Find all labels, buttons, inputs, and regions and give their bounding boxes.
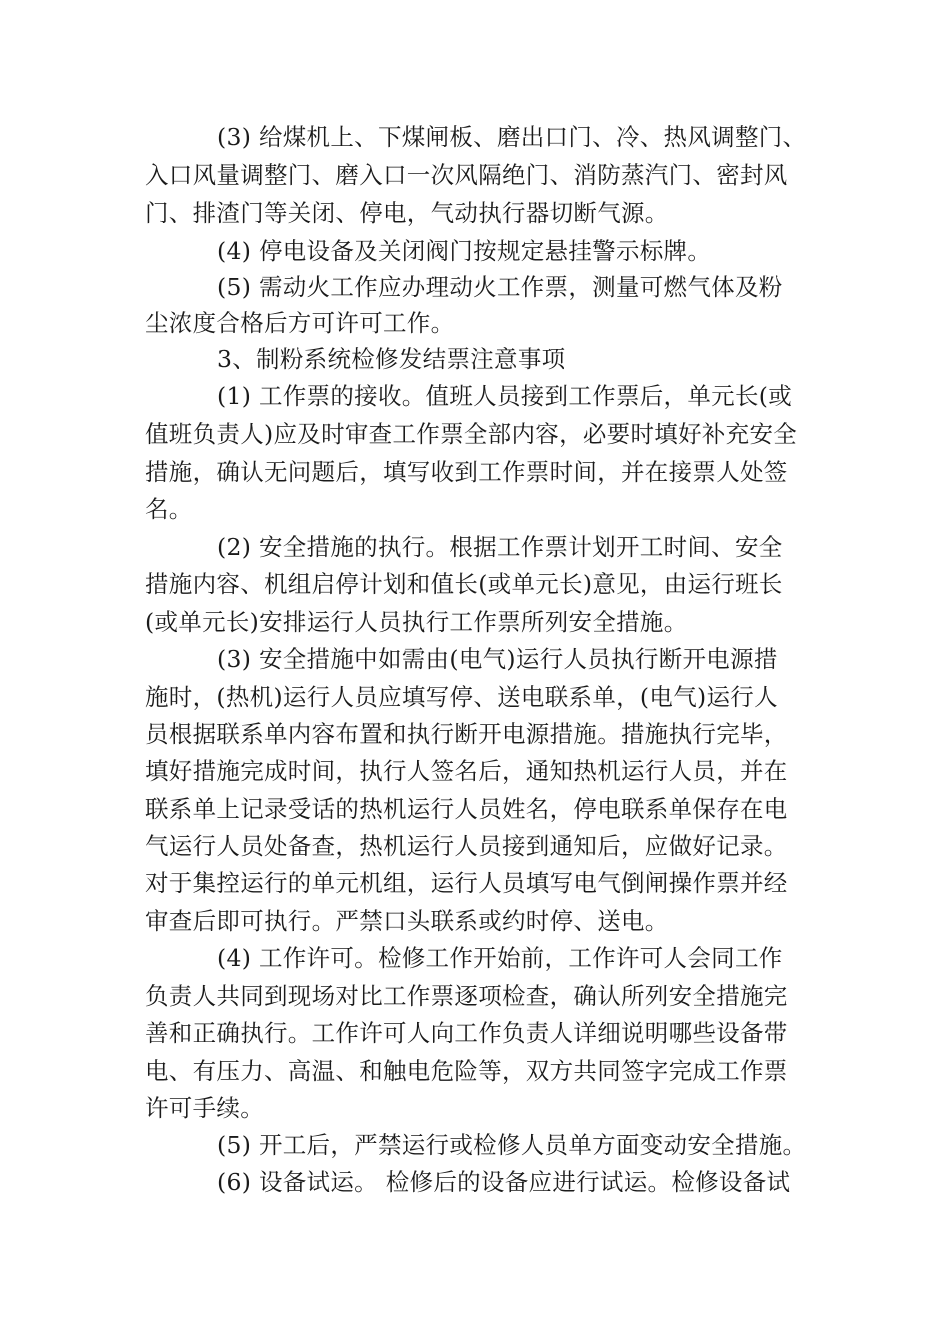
text-line: 施时，(热机)运行人员应填写停、送电联系单，(电气)运行人 [145,683,778,711]
text-line: 措施，确认无问题后，填写收到工作票时间，并在接票人处签 [145,458,788,486]
text-line: (3) 安全措施中如需由(电气)运行人员执行断开电源措 [217,645,778,673]
section-heading: 3、制粉系统检修发结票注意事项 [217,345,566,373]
text-line: (4) 停电设备及关闭阀门按规定悬挂警示标牌。 [217,237,712,265]
text-line: 气运行人员处备查，热机运行人员接到通知后，应做好记录。 [145,832,788,860]
text-line: 填好措施完成时间，执行人签名后，通知热机运行人员，并在 [145,757,788,785]
text-line: 措施内容、机组启停计划和值长(或单元长)意见，由运行班长 [145,570,783,598]
text-line: 电、有压力、高温、和触电危险等，双方共同签字完成工作票 [145,1057,788,1085]
text-line: 入口风量调整门、磨入口一次风隔绝门、消防蒸汽门、密封风 [145,161,788,189]
text-line: (5) 需动火工作应办理动火工作票，测量可燃气体及粉 [217,273,783,301]
text-line: 名。 [145,495,193,523]
text-line: (4) 工作许可。检修工作开始前，工作许可人会同工作 [217,944,783,972]
text-line: (3) 给煤机上、下煤闸板、磨出口门、冷、热风调整门、 [217,123,807,151]
text-line: (6) 设备试运。 检修后的设备应进行试运。检修设备试 [217,1168,791,1196]
text-line: 许可手续。 [145,1094,264,1122]
text-line: (2) 安全措施的执行。根据工作票计划开工时间、安全 [217,533,783,561]
text-line: 审查后即可执行。严禁口头联系或约时停、送电。 [145,907,669,935]
text-line: (或单元长)安排运行人员执行工作票所列安全措施。 [145,608,688,636]
text-line: 尘浓度合格后方可许可工作。 [145,309,455,337]
text-line: 联系单上记录受话的热机运行人员姓名，停电联系单保存在电 [145,795,788,823]
text-line: (1) 工作票的接收。值班人员接到工作票后，单元长(或 [217,382,793,410]
text-line: 对于集控运行的单元机组，运行人员填写电气倒闸操作票并经 [145,869,788,897]
text-line: (5) 开工后，严禁运行或检修人员单方面变动安全措施。 [217,1131,807,1159]
text-line: 负责人共同到现场对比工作票逐项检查，确认所列安全措施完 [145,982,788,1010]
text-line: 善和正确执行。工作许可人向工作负责人详细说明哪些设备带 [145,1019,788,1047]
text-line: 员根据联系单内容布置和执行断开电源措施。措施执行完毕， [145,720,788,748]
text-line: 门、排渣门等关闭、停电，气动执行器切断气源。 [145,199,669,227]
text-line: 值班负责人)应及时审查工作票全部内容，必要时填好补充安全 [145,420,798,448]
